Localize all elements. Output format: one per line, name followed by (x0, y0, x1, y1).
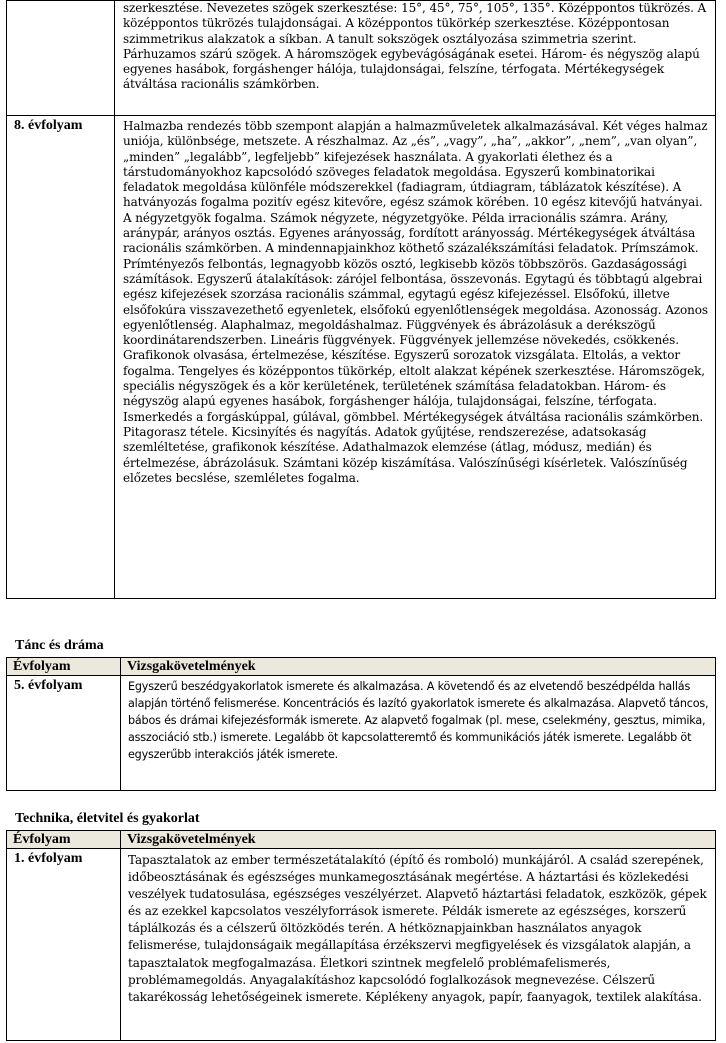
requirements-text: szerkesztése. Nevezetes szögek szerkesztése: 15°, 45°, 75°, 105°, 135°. Középpontos tükrözés. A középpontos tükrözés tulajdonságai. A középpontos tükörkép szerkesztése. Középpontosan szimmetrikus alakzatok a síkban. A tanult sokszögek osztályozása szimmetria szerint. Párhuzamos szárú szögek. A háromszögek egybevágóságának esetei. Három- és négyszög alapú egyenes hasábok, forgáshenger hálója, tulajdonságai, felszíne, térfogata. Mértékegységek átváltása racionális számkörben. (115, 1, 716, 116)
table-row (7, 849, 716, 1041)
section-title-technology: Technika, életvitel és gyakorlat (15, 811, 200, 826)
table-row (7, 116, 716, 599)
math-requirements-table (6, 0, 716, 599)
requirements-text: Tapasztalatok az ember természetátalakító (építő és romboló) munkájáról. A család szerepének, időbeosztásának és egészséges munkamegosztásának megértése. A háztartási és közlekedési veszélyek tudatosulása, egészséges veszélyérzet. Alapvető háztartási feladatok, eszközök, gépek és az ezekkel kapcsolatos veszélyforrások ismerete. Példák ismerete az egészséges, korszerű táplálkozás és a célszerű öltözködés terén. A hétköznapjainkban használatos anyagok felismerése, tulajdonságaik megállapítása érzékszervi megfigyelések és vizsgálatok alapján, a tapasztalatok megfogalmazása. Életkori szintnek megfelelő problémafelismerés, problémamegoldás. Anyagalakításhoz kapcsolódó foglalkozások megnevezése. Célszerű takarékosság lehetőségeinek ismerete. Képlékeny anyagok, papír, faanyagok, textilek alakítása. (121, 849, 716, 1041)
year-cell (7, 1, 115, 116)
year-label: 5. évfolyam (7, 676, 121, 791)
year-label: 1. évfolyam (7, 849, 121, 1041)
column-header-requirements: Vizsgakövetelmények (121, 658, 716, 676)
table-header-row (7, 658, 716, 676)
column-header-year: Évfolyam (7, 658, 121, 676)
table-header-row (7, 831, 716, 849)
dance-requirements-table (6, 657, 716, 791)
year-label: 8. évfolyam (7, 116, 115, 599)
table-row (7, 676, 716, 791)
requirements-text: Egyszerű beszédgyakorlatok ismerete és alkalmazása. A követendő és az elvetendő beszédpélda hallás alapján történő felismerése. Koncentrációs és lazító gyakorlatok ismerete és alkalmazása. Alapvető táncos, bábos és drámai kifejezésformák ismerete. Az alapvető fogalmak (pl. mese, cselekmény, gesztus, mimika, asszociáció stb.) ismerete. Legalább öt kapcsolatteremtő és kommunikációs játék ismerete. Legalább öt egyszerűbb interakciós játék ismerete. (121, 676, 716, 791)
technology-requirements-table (6, 830, 716, 1041)
section-title-dance: Tánc és dráma (15, 638, 104, 653)
column-header-requirements: Vizsgakövetelmények (121, 831, 716, 849)
table-row (7, 1, 716, 116)
column-header-year: Évfolyam (7, 831, 121, 849)
requirements-text: Halmazba rendezés több szempont alapján a halmazműveletek alkalmazásával. Két véges halmaz uniója, különbsége, metszete. A részhalmaz. Az „és”, „vagy”, „ha”, „akkor”, „nem”, „van olyan”, „minden” „legalább”, legfeljebb” kifejezések használata. A gyakorlati élethez és a társtudományokhoz kapcsolódó szöveges feladatok megoldása. Egyszerű kombinatorikai feladatok megoldása különféle módszerekkel (fadiagram, útdiagram, táblázatok készítése). A hatványozás fogalma pozitív egész kitevőre, egész számok körében. 10 egész kitevőjű hatványai. A négyzetgyök fogalma. Számok négyzete, négyzetgyöke. Példa irracionális számra. Arány, aránypár, arányos osztás. Egyenes arányosság, fordított arányosság. Mértékegységek átváltása racionális számkörben. A mindennapjainkhoz köthető százalékszámítási feladatok. Prímszámok. Prímtényezős felbontás, legnagyobb közös osztó, legkisebb közös többszörös. Gazdaságossági számítások. Egyszerű átalakítások: zárójel felbontása, összevonás. Egytagú és többtagú algebrai egész kifejezések szorzása racionális számmal, egytagú egész kifejezéssel. Elsőfokú, illetve elsőfokúra visszavezethető egyenletek, elsőfokú egyenlőtlenségek megoldása. Azonosság. Azonos egyenlőtlenség. Alaphalmaz, megoldáshalmaz. Függvények és ábrázolásuk a derékszögű koordinátarendszerben. Lineáris függvények. Függvények jellemzése növekedés, csökkenés. Grafikonok olvasása, értelmezése, készítése. Egyszerű sorozatok vizsgálata. Eltolás, a vektor fogalma. Tengelyes és középpontos tükörkép, eltolt alakzat képének szerkesztése. Háromszögek, speciális négyszögek és a kör kerületének, területének számítása feladatokban. Három- és négyszög alapú egyenes hasábok, forgáshenger hálója, tulajdonságai, felszíne, térfogata. Ismerkedés a forgáskúppal, gúlával, gömbbel. Mértékegységek átváltása racionális számkörben. Pitagorasz tétele. Kicsinyítés és nagyítás. Adatok gyűjtése, rendszerezése, adatsokaság szemléltetése, grafikonok készítése. Adathalmazok elemzése (átlag, módusz, medián) és értelmezése, ábrázolásuk. Számtani közép kiszámítása. Valószínűségi kísérletek. Valószínűség előzetes becslése, szemléletes fogalma. (115, 116, 716, 599)
